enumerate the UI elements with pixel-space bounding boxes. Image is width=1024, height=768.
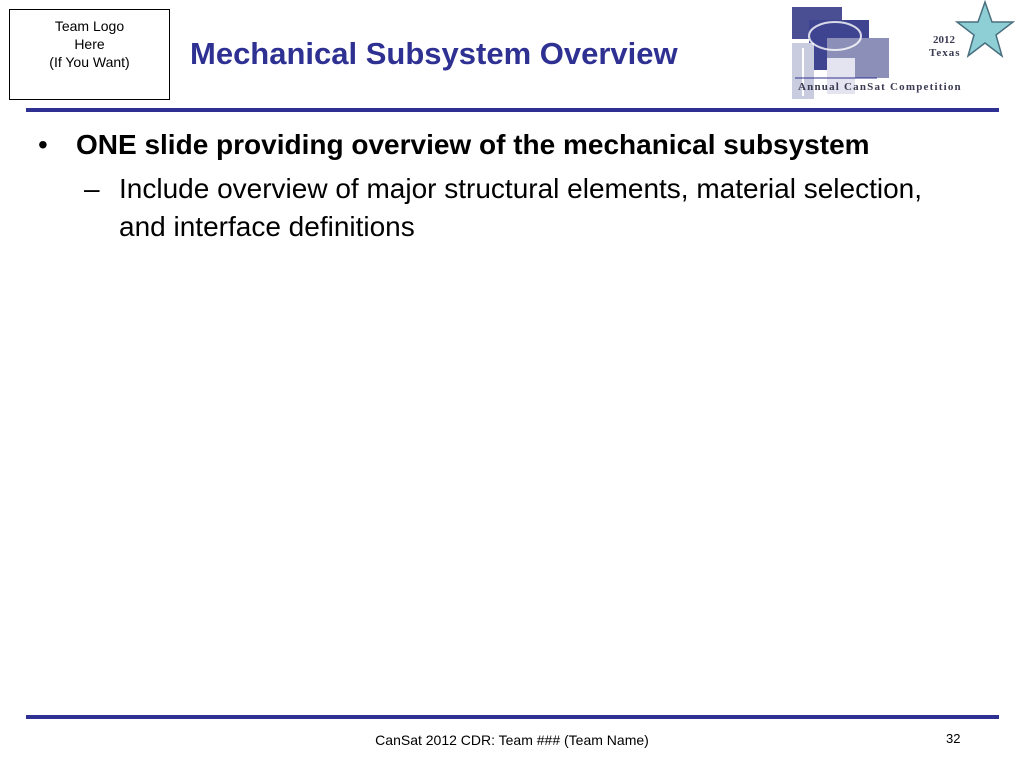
logo-placeholder-line-3: (If You Want): [49, 54, 130, 70]
logo-placeholder-line-2: Here: [74, 36, 105, 52]
footer-divider: [26, 715, 999, 719]
logo-state: Texas: [929, 47, 961, 59]
bullet-level-1: [36, 126, 976, 164]
bullet-marker: •: [38, 129, 48, 160]
logo-placeholder-line-1: Team Logo: [54, 18, 125, 34]
team-logo-placeholder: [9, 9, 170, 100]
sub-bullet-text: Include overview of major structural elements, material selection, and interface definitions: [119, 173, 923, 242]
page-number: 32: [946, 731, 961, 746]
footer-text: CanSat 2012 CDR: Team ### (Team Name): [375, 732, 649, 748]
slide-content: [36, 126, 976, 246]
logo-competition-name: Annual CanSat Competition: [798, 81, 962, 93]
logo-year: 2012: [933, 34, 955, 46]
header-divider: [26, 108, 999, 112]
bullet-text: ONE slide providing overview of the mechanical subsystem: [76, 129, 870, 160]
sub-bullet-marker: –: [84, 173, 100, 204]
slide-title: Mechanical Subsystem Overview: [190, 36, 678, 71]
bullet-level-2: [36, 170, 976, 246]
star-icon: [957, 2, 1013, 56]
